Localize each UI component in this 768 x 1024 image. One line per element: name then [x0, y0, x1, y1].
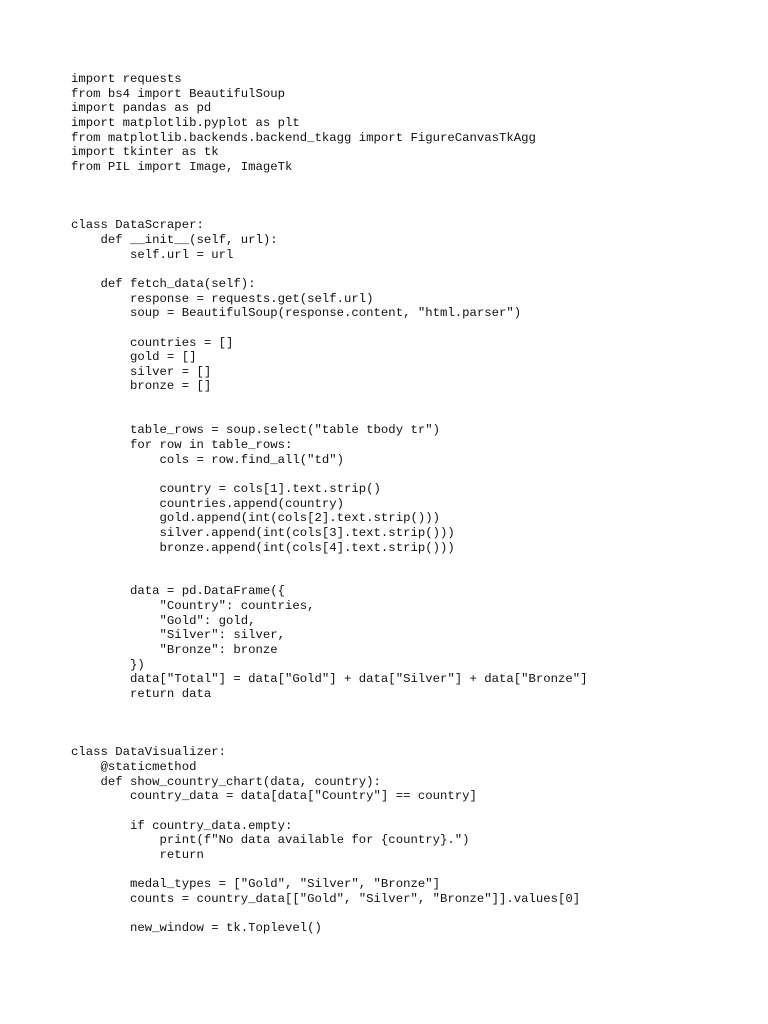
code-line — [71, 409, 751, 424]
code-line: @staticmethod — [71, 760, 197, 775]
code-line — [71, 394, 751, 409]
code-line: "Silver": silver, — [71, 628, 286, 643]
code-line — [71, 555, 751, 570]
code-line: new_window = tk.Toplevel() — [71, 921, 322, 936]
code-line: bronze.append(int(cols[4].text.strip())) — [71, 540, 455, 555]
code-line: return — [71, 847, 204, 862]
code-line — [71, 174, 751, 189]
code-line: table_rows = soup.select("table tbody tr") — [71, 423, 440, 438]
code-line: from matplotlib.backends.backend_tkagg import FigureCanvasTkAgg — [71, 130, 536, 145]
code-line: "Gold": gold, — [71, 613, 256, 628]
code-line — [71, 570, 751, 585]
code-line: countries = [] — [71, 335, 234, 350]
code-line — [71, 321, 751, 336]
code-line: "Bronze": bronze — [71, 642, 278, 657]
code-line: def fetch_data(self): — [71, 276, 256, 291]
code-line: silver.append(int(cols[3].text.strip())) — [71, 525, 455, 540]
code-line — [71, 189, 751, 204]
code-line: def show_country_chart(data, country): — [71, 774, 381, 789]
code-line: silver = [] — [71, 364, 212, 379]
code-line: }) — [71, 657, 145, 672]
code-line: from PIL import Image, ImageTk — [71, 159, 293, 174]
code-line — [71, 467, 751, 482]
code-line: country = cols[1].text.strip() — [71, 481, 381, 496]
code-line: def __init__(self, url): — [71, 233, 278, 248]
code-line: print(f"No data available for {country}.") — [71, 833, 470, 848]
code-line: self.url = url — [71, 247, 234, 262]
code-line: "Country": countries, — [71, 599, 315, 614]
code-line: gold.append(int(cols[2].text.strip())) — [71, 511, 440, 526]
code-block — [71, 72, 751, 936]
code-line: if country_data.empty: — [71, 818, 293, 833]
code-line: import requests — [71, 72, 182, 86]
code-line: gold = [] — [71, 350, 197, 365]
code-line: return data — [71, 686, 212, 701]
code-line: import pandas as pd — [71, 101, 212, 116]
code-line — [71, 204, 751, 219]
code-line: class DataScraper: — [71, 218, 204, 233]
code-line: class DataVisualizer: — [71, 745, 226, 760]
code-line: data["Total"] = data["Gold"] + data["Silver"] + data["Bronze"] — [71, 672, 588, 687]
code-line — [71, 804, 751, 819]
code-line: import tkinter as tk — [71, 145, 219, 160]
code-line — [71, 702, 751, 717]
code-line — [71, 907, 751, 922]
code-line: data = pd.DataFrame({ — [71, 584, 286, 599]
code-line: counts = country_data[["Gold", "Silver", "Bronze"]].values[0] — [71, 891, 581, 906]
code-line: for row in table_rows: — [71, 438, 293, 453]
code-line: soup = BeautifulSoup(response.content, "html.parser") — [71, 306, 522, 321]
code-line: bronze = [] — [71, 379, 212, 394]
code-line: cols = row.find_all("td") — [71, 452, 345, 467]
code-line — [71, 262, 751, 277]
code-line: countries.append(country) — [71, 496, 345, 511]
code-line: from bs4 import BeautifulSoup — [71, 86, 286, 101]
code-line: import matplotlib.pyplot as plt — [71, 115, 300, 130]
code-line: country_data = data[data["Country"] == country] — [71, 789, 477, 804]
code-line: response = requests.get(self.url) — [71, 291, 374, 306]
code-line — [71, 716, 751, 731]
code-line — [71, 863, 751, 878]
code-line: medal_types = ["Gold", "Silver", "Bronze"] — [71, 877, 440, 892]
code-line — [71, 731, 751, 746]
